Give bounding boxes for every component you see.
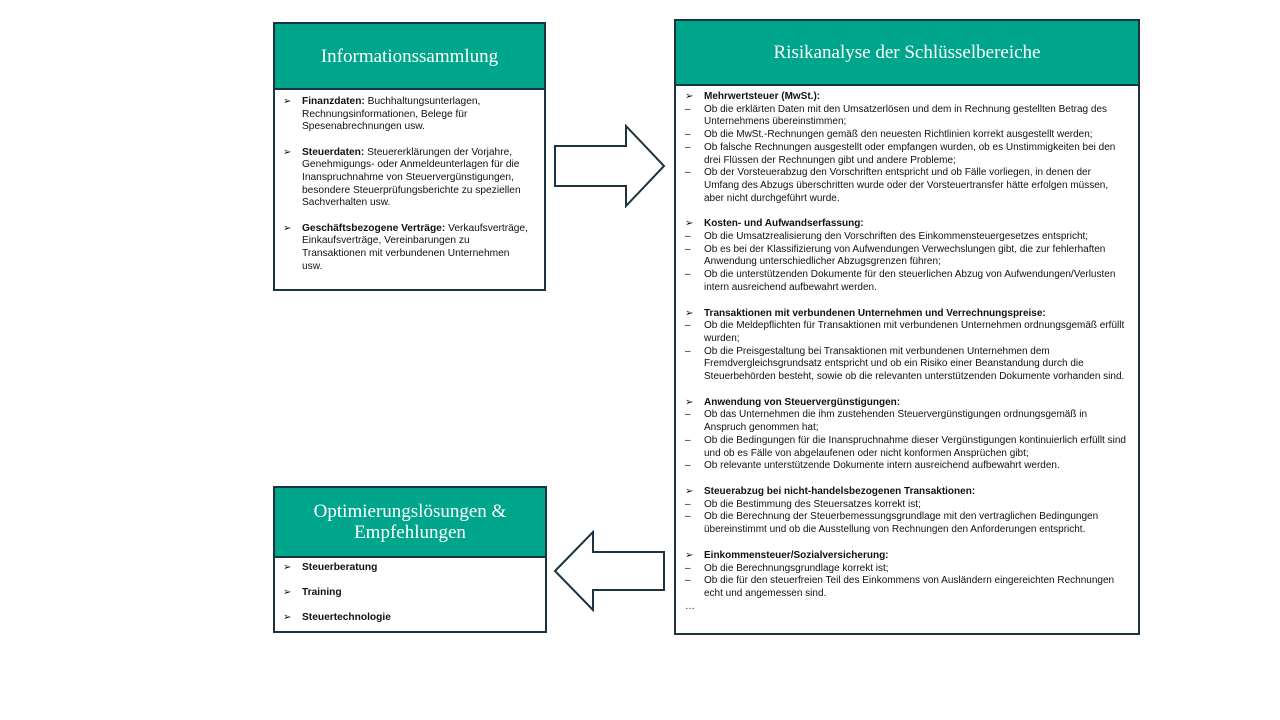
risk-point [685, 142, 1128, 167]
risk-point-text: Ob das Unternehmen die ihm zustehenden Steuervergünstigungen ordnungsgemäß in Anspruch genommen hat; [704, 409, 1088, 434]
info-item-text: Steuererklärungen der Vorjahre, Genehmigungs- oder Anmeldeunterlagen für die Inanspruchnahme von Steuervergünstigungen, besondere Steuerprüfungsberichte zu speziellen Sachverhalten usw. [302, 146, 521, 209]
risk-point-text: Ob die Bedingungen für die Inanspruchnahme dieser Vergünstigungen kontinuierlich erfüllt sind und ob es Fälle von abgelaufenen oder nicht konformen Ansprüchen gibt; [704, 434, 1126, 459]
risk-box [674, 19, 1140, 635]
risk-point [685, 499, 1128, 512]
risk-title: Risikanalyse der Schlüsselbereiche [676, 21, 1138, 86]
risk-ellipsis: … [685, 600, 695, 612]
risk-point-text: Ob die Bestimmung des Steuersatzes korrekt ist; [704, 498, 921, 510]
opt-item-label: Training [302, 587, 342, 598]
risk-point-text: Ob die Berechnungsgrundlage korrekt ist; [704, 562, 889, 574]
bullet-marker: ➢ [283, 612, 292, 623]
risk-section-title: Steuerabzug bei nicht-handelsbezogenen Transaktionen: [704, 485, 976, 497]
bullet-marker: ➢ [685, 91, 694, 102]
opt-item [283, 612, 533, 637]
risk-point [685, 244, 1128, 269]
dash-marker: – [685, 269, 691, 281]
risk-point [685, 435, 1128, 460]
info-list [275, 90, 544, 273]
risk-point [685, 104, 1128, 129]
bullet-marker: ➢ [283, 146, 292, 158]
risk-section-title: Kosten- und Aufwandserfassung: [704, 218, 864, 230]
dash-marker: – [685, 243, 691, 255]
opt-item-label: Steuertechnologie [302, 612, 391, 623]
opt-box [273, 486, 547, 633]
info-item-text: Buchhaltungsunterlagen, Rechnungsinformationen, Belege für Spesenabrechnungen usw. [302, 96, 481, 133]
risk-section [685, 486, 1128, 537]
bullet-marker: ➢ [685, 218, 694, 230]
risk-point-text: Ob die Berechnung der Steuerbemessungsgrundlage mit den vertraglichen Bedingungen übereinstimmt und ob die Ausstellung von Rechnungen den Anforderungen entspricht. [704, 511, 1099, 536]
risk-section-title: Mehrwertsteuer (MwSt.): [704, 91, 821, 102]
bullet-marker: ➢ [283, 222, 292, 234]
dash-marker: – [685, 141, 691, 153]
risk-section-title: Anwendung von Steuervergünstigungen: [704, 396, 901, 408]
risk-point [685, 346, 1128, 384]
risk-point [685, 129, 1128, 142]
dash-marker: – [685, 409, 691, 421]
risk-point-text: Ob die für den steuerfreien Teil des Einkommens von Ausländern eingereichten Rechnungen echt und angemessen sind. [704, 575, 1115, 599]
info-item-label: Steuerdaten: [302, 146, 365, 158]
opt-item-label: Steuerberatung [302, 562, 378, 573]
risk-section-heading [685, 91, 1128, 104]
opt-title: Optimierungslösungen & Empfehlungen [275, 488, 545, 558]
info-item [283, 223, 532, 273]
risk-point-text: Ob die Umsatzrealisierung den Vorschriften des Einkommensteuergesetzes entspricht; [704, 231, 1089, 243]
bullet-marker: ➢ [685, 396, 694, 408]
bullet-marker: ➢ [283, 96, 292, 107]
risk-point [685, 460, 1128, 473]
risk-section-title: Einkommensteuer/Sozialversicherung: [704, 549, 889, 561]
risk-section-title: Transaktionen mit verbundenen Unternehmen und Verrechnungspreise: [704, 307, 1046, 319]
risk-section-heading [685, 308, 1128, 321]
info-item-label: Geschäftsbezogene Verträge: [302, 222, 446, 234]
risk-point-text: Ob relevante unterstützende Dokumente intern ausreichend aufbewahrt werden. [704, 460, 1060, 472]
info-item-text: Verkaufsverträge, Einkaufsverträge, Vereinbarungen zu Transaktionen mit verbundenen Unternehmen usw. [302, 222, 528, 272]
dash-marker: – [685, 562, 691, 574]
risk-point [685, 511, 1128, 536]
bullet-marker: ➢ [283, 587, 292, 598]
risk-point-text: Ob die MwSt.-Rechnungen gemäß den neuesten Richtlinien korrekt ausgestellt werden; [704, 129, 1093, 141]
risk-point [685, 320, 1128, 345]
risk-point [685, 231, 1128, 244]
risk-point-text: Ob der Vorsteuerabzug den Vorschriften entspricht und ob Fälle vorliegen, in denen der Umfang des Abzugs überschritten wurde oder der Vorsteuertransfer hätte erfolgen müssen, aber nicht durchgeführt wurde. [704, 167, 1109, 204]
info-item [283, 96, 532, 134]
dash-marker: – [685, 320, 691, 332]
risk-point-text: Ob die Preisgestaltung bei Transaktionen mit verbundenen Unternehmen dem Fremdvergleichsgrundsatz entspricht und ob ein Risiko einer Beanstandung durch die Steuerbehörden besteht, sowie ob die relevanten unterstützenden Dokumente vorhanden sind. [704, 345, 1125, 383]
risk-point [685, 269, 1128, 294]
risk-point [685, 167, 1128, 205]
dash-marker: – [685, 167, 691, 179]
risk-section [685, 218, 1128, 294]
dash-marker: – [685, 575, 691, 587]
right-arrow-icon [553, 124, 667, 208]
bullet-marker: ➢ [685, 307, 694, 319]
dash-marker: – [685, 103, 691, 115]
opt-list [275, 558, 545, 637]
risk-point-text: Ob falsche Rechnungen ausgestellt oder empfangen wurden, ob es Unstimmigkeiten bei den drei Flüssen der Rechnungen gibt und andere Probleme; [704, 141, 1116, 166]
bullet-marker: ➢ [283, 562, 292, 573]
risk-section-heading [685, 486, 1128, 499]
left-arrow-icon [553, 530, 667, 612]
risk-point-text: Ob die erklärten Daten mit den Umsatzerlösen und dem in Rechnung gestellten Betrag des Unternehmens übereinstimmen; [704, 103, 1108, 128]
info-box [273, 22, 546, 291]
risk-point [685, 575, 1128, 600]
risk-point-text: Ob es bei der Klassifizierung von Aufwendungen Verwechslungen gibt, die zur fehlerhaften Anwendung unterschiedlicher Abzugsgrenzen führen; [704, 243, 1106, 268]
risk-section-heading [685, 550, 1128, 563]
risk-section [685, 308, 1128, 384]
dash-marker: – [685, 231, 691, 243]
risk-section-heading [685, 397, 1128, 410]
risk-point [685, 563, 1128, 576]
info-title: Informationssammlung [275, 24, 544, 90]
dash-marker: – [685, 345, 691, 357]
risk-section [685, 550, 1128, 601]
dash-marker: – [685, 498, 691, 510]
risk-point-text: Ob die unterstützenden Dokumente für den steuerlichen Abzug von Aufwendungen/Verlusten intern ausreichend aufbewahrt werden. [704, 269, 1116, 293]
risk-section [685, 397, 1128, 473]
risk-point [685, 409, 1128, 434]
dash-marker: – [685, 434, 691, 446]
risk-list [676, 86, 1138, 613]
risk-section-heading [685, 218, 1128, 231]
bullet-marker: ➢ [685, 485, 694, 497]
opt-item [283, 562, 533, 587]
dash-marker: – [685, 460, 691, 472]
bullet-marker: ➢ [685, 549, 694, 561]
info-item [283, 147, 532, 210]
info-item-label: Finanzdaten: [302, 96, 365, 107]
risk-section [685, 91, 1128, 205]
dash-marker: – [685, 511, 691, 523]
dash-marker: – [685, 129, 691, 141]
opt-item [283, 587, 533, 612]
risk-point-text: Ob die Meldepflichten für Transaktionen mit verbundenen Unternehmen ordnungsgemäß erfüllt wurden; [704, 320, 1125, 344]
